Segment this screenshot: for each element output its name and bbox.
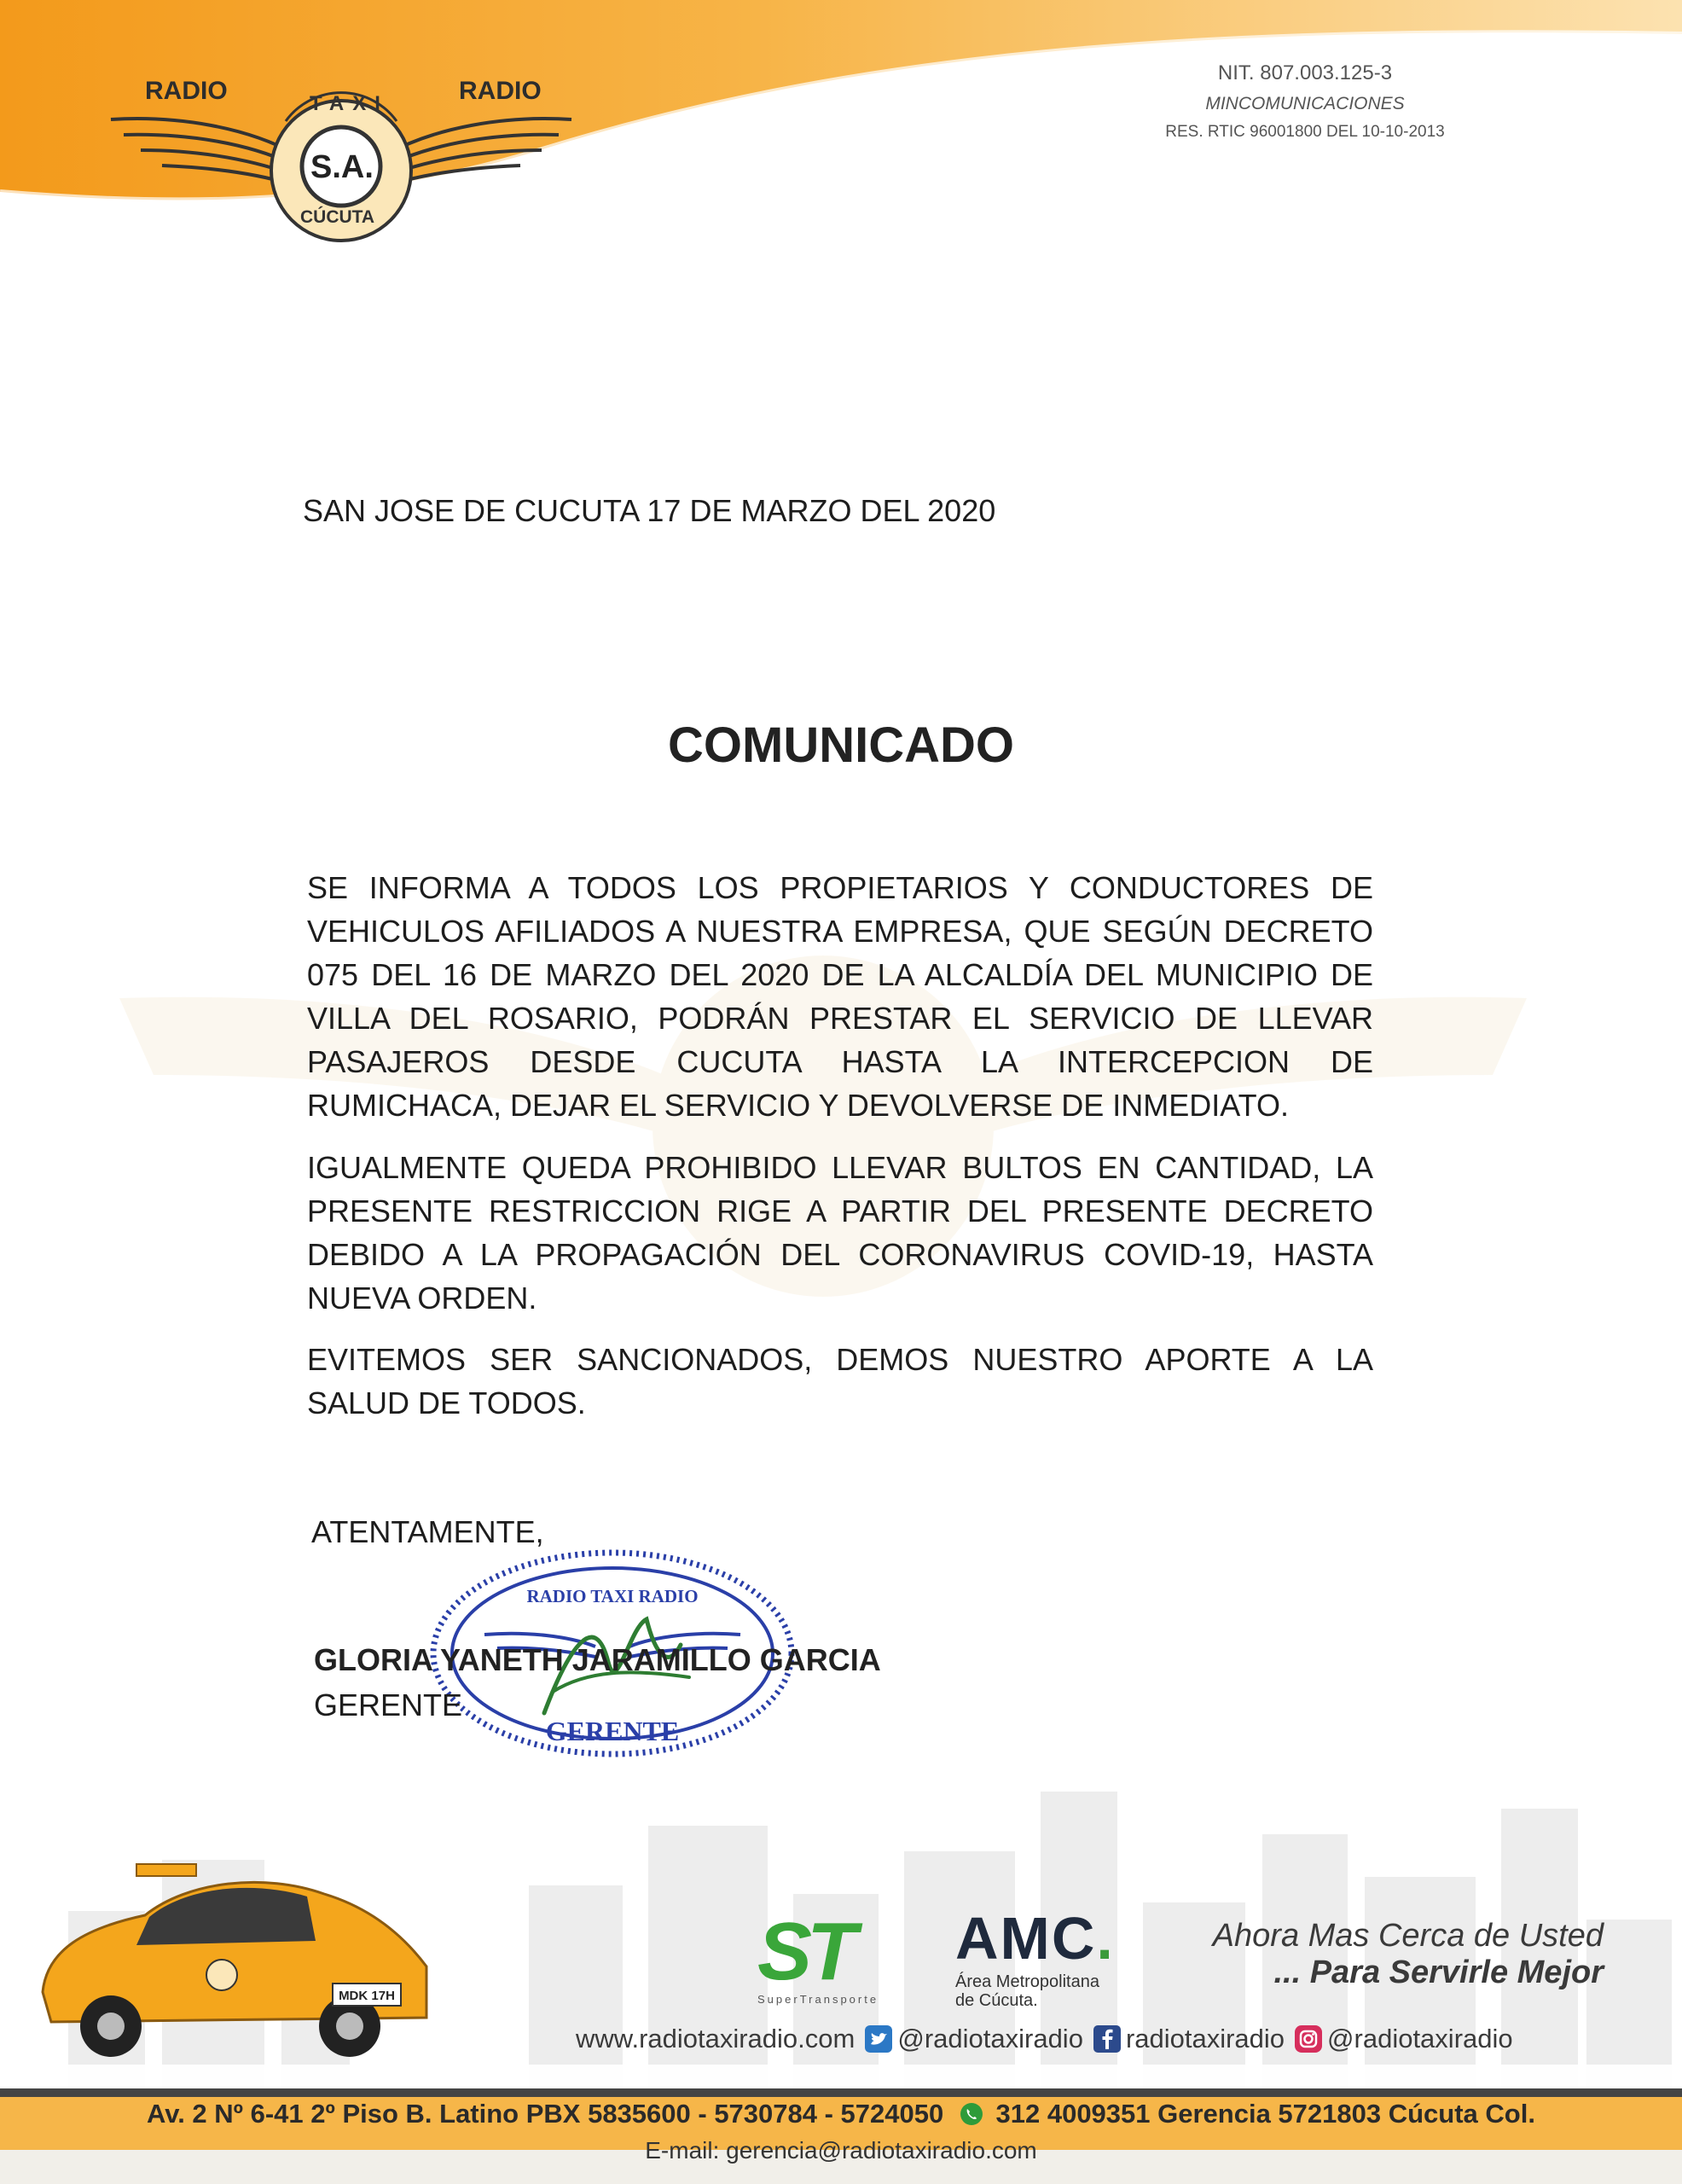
social-links bbox=[576, 2024, 1513, 2054]
letter-date: SAN JOSE DE CUCUTA 17 DE MARZO DEL 2020 bbox=[303, 493, 996, 528]
paragraph-2: IGUALMENTE QUEDA PROHIBIDO LLEVAR BULTOS EN CANTIDAD, LA PRESENTE RESTRICCION RIGE A PARTIR DEL PRESENTE DECRETO DEBIDO A LA PROPAGACIÓN DEL CORONAVIRUS COVID-19, HASTA NUEVA ORDEN. bbox=[307, 1150, 1373, 1316]
slogan-line-2: ... Para Servirle Mejor bbox=[1273, 1955, 1604, 1990]
logo-arc-word: TAXI bbox=[310, 92, 389, 115]
amc-logo: AMC. Área Metropolitana de Cúcuta. bbox=[955, 1905, 1115, 2010]
logo-word-right: RADIO bbox=[459, 77, 542, 105]
st-logo-sub: SuperTransporte bbox=[757, 1993, 879, 2006]
twitter-link[interactable] bbox=[855, 2024, 1083, 2054]
website-text: www.radiotaxiradio.com bbox=[576, 2024, 856, 2053]
twitter-handle: @radiotaxiradio bbox=[897, 2024, 1083, 2053]
logo-word-left: RADIO bbox=[145, 77, 228, 105]
instagram-link[interactable] bbox=[1285, 2024, 1513, 2054]
st-logo-text: ST bbox=[757, 1906, 852, 1997]
nit-number: NIT. 807.003.125-3 bbox=[1217, 61, 1393, 84]
signer-name: GLORIA YANETH JARAMILLO GARCIA bbox=[314, 1642, 881, 1677]
phone-text: 312 4009351 Gerencia 5721803 Cúcuta Col. bbox=[995, 2099, 1535, 2129]
website-link[interactable] bbox=[576, 2024, 855, 2054]
slogan-line-1: Ahora Mas Cerca de Usted bbox=[1212, 1918, 1604, 1954]
twitter-icon bbox=[865, 2025, 892, 2053]
slogan bbox=[1177, 1918, 1604, 1991]
paragraph-3: EVITEMOS SER SANCIONADOS, DEMOS NUESTRO APORTE A LA SALUD DE TODOS. bbox=[307, 1342, 1373, 1420]
facebook-handle: radiotaxiradio bbox=[1125, 2024, 1285, 2053]
email-line[interactable]: E-mail: gerencia@radiotaxiradio.com bbox=[645, 2137, 1037, 2164]
whatsapp-icon bbox=[960, 2102, 983, 2126]
amc-sub-1: Área Metropolitana bbox=[955, 1972, 1099, 1991]
taxi-illustration bbox=[26, 1847, 435, 2060]
instagram-handle: @radiotaxiradio bbox=[1327, 2024, 1513, 2053]
facebook-icon bbox=[1093, 2025, 1121, 2053]
address-text: Av. 2 Nº 6-41 2º Piso B. Latino PBX 5835600 - 5730784 - 5724050 bbox=[147, 2099, 944, 2129]
stamp-top-text: RADIO TAXI RADIO bbox=[526, 1586, 699, 1606]
letter-title: COMUNICADO bbox=[668, 717, 1014, 773]
signer-role: GERENTE bbox=[314, 1687, 463, 1722]
company-logo bbox=[102, 68, 580, 256]
ministry: MINCOMUNICACIONES bbox=[1205, 94, 1405, 113]
amc-sub-2: de Cúcuta. bbox=[955, 1991, 1038, 2010]
amc-logo-text: AMC bbox=[955, 1905, 1097, 1972]
address-bar bbox=[0, 2099, 1682, 2129]
supertransporte-logo bbox=[757, 1906, 911, 2013]
closing: ATENTAMENTE, bbox=[311, 1514, 544, 1549]
instagram-icon bbox=[1295, 2025, 1322, 2053]
stamp-bottom-text: GERENTE bbox=[545, 1716, 680, 1746]
logo-center: S.A. bbox=[310, 149, 374, 185]
paragraph-1: SE INFORMA A TODOS LOS PROPIETARIOS Y CONDUCTORES DE VEHICULOS AFILIADOS A NUESTRA EMPRESA, QUE SEGÚN DECRETO 075 DEL 16 DE MARZO DEL 2020 DE LA ALCALDÍA DEL MUNICIPIO DE VILLA DEL ROSARIO, PODRÁN PRESTAR EL SERVICIO DE LLEVAR PASAJEROS DESDE CUCUTA HASTA LA INTERCEPCION DE RUMICHACA, DEJAR EL SERVICIO Y DEVOLVERSE DE INMEDIATO. bbox=[307, 870, 1373, 1123]
logo-city: CÚCUTA bbox=[300, 207, 375, 227]
car-plate: MDK 17H bbox=[339, 1989, 395, 2003]
resolution: RES. RTIC 96001800 DEL 10-10-2013 bbox=[1165, 123, 1445, 141]
company-registration bbox=[1092, 61, 1518, 142]
facebook-link[interactable] bbox=[1083, 2024, 1285, 2054]
